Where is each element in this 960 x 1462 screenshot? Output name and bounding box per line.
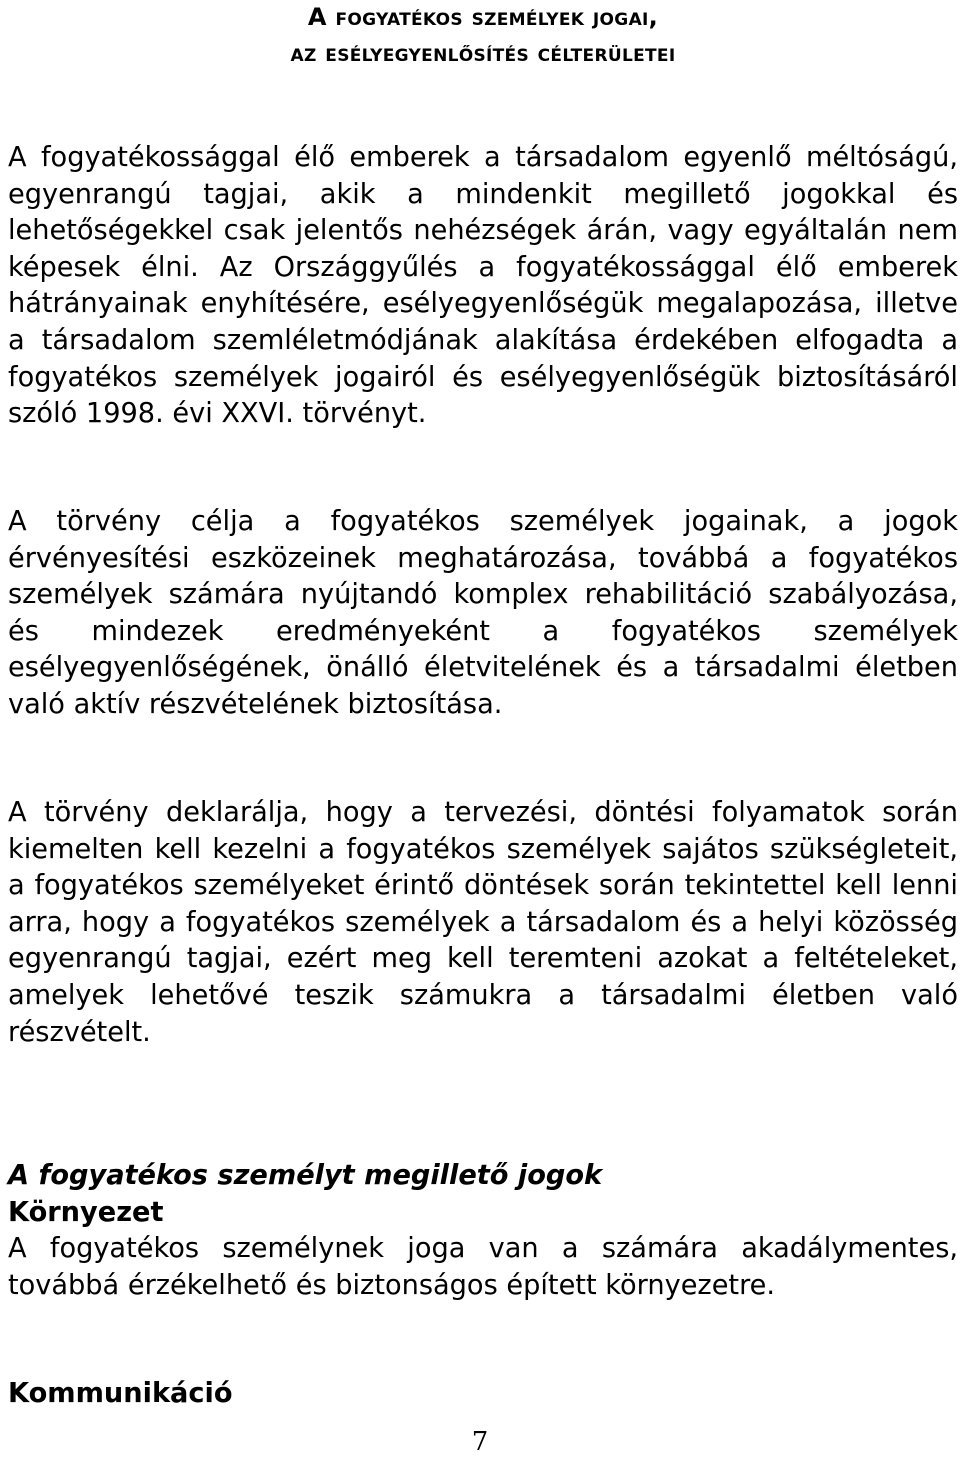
section-text: A fogyatékos személynek joga van a számára akadálymentes, továbbá érzékelhető és biztonságos épített környezetre. (8, 1233, 958, 1301)
page-title (8, 0, 958, 70)
title-line-2: az esélyegyenlősítés célterületei (290, 39, 676, 67)
paragraph-intro: A fogyatékossággal élő emberek a társadalom egyenlő méltóságú, egyenrangú tagjai, akik a mindenkit megillető jogokkal és lehetőségekkel csak jelentős nehézségek árán, vagy egyáltalán nem képesek élni. Az Országgyűlés a fogyatékossággal élő emberek hátrányainak enyhítésére, esélyegyenlőségük megalapozása, illetve a társadalom szemléletmódjának alakítása érdekében elfogadta a fogyatékos személyek jogairól és esélyegyenlőségük biztosításáról szóló 1998. évi XXVI. törvényt. (8, 142, 958, 430)
next-subheading: Kommunikáció (8, 1378, 233, 1409)
title-line-1: A fogyatékos személyek jogai, (307, 3, 659, 31)
section-heading: A fogyatékos személyt megillető jogok (8, 1160, 603, 1191)
paragraph-law-declaration: A törvény deklarálja, hogy a tervezési, döntési folyamatok során kiemelten kell kezelni a fogyatékos személyek sajátos szükségleteit, a fogyatékos személyeket érintő döntések során tekintettel kell lenni arra, hogy a fogyatékos személyek a társadalom és a helyi közösség egyenrangú tagjai, ezért meg kell teremteni azokat a feltételeket, amelyek lehetővé teszik számukra a társadalmi életben való részvételt. (8, 797, 958, 1048)
section-rights (8, 1158, 958, 1304)
section-subheading: Környezet (8, 1196, 164, 1228)
paragraph-law-purpose: A törvény célja a fogyatékos személyek jogainak, a jogok érvényesítési eszközeinek meghatározása, továbbá a fogyatékos személyek számára nyújtandó komplex rehabilitáció szabályozása, és mindezek eredményeként a fogyatékos személyek esélyegyenlőségének, önálló életvitelének és a társadalmi életben való aktív részvételének biztosítása. (8, 506, 958, 720)
document-page (8, 0, 958, 1409)
page-number: 7 (471, 1427, 489, 1457)
